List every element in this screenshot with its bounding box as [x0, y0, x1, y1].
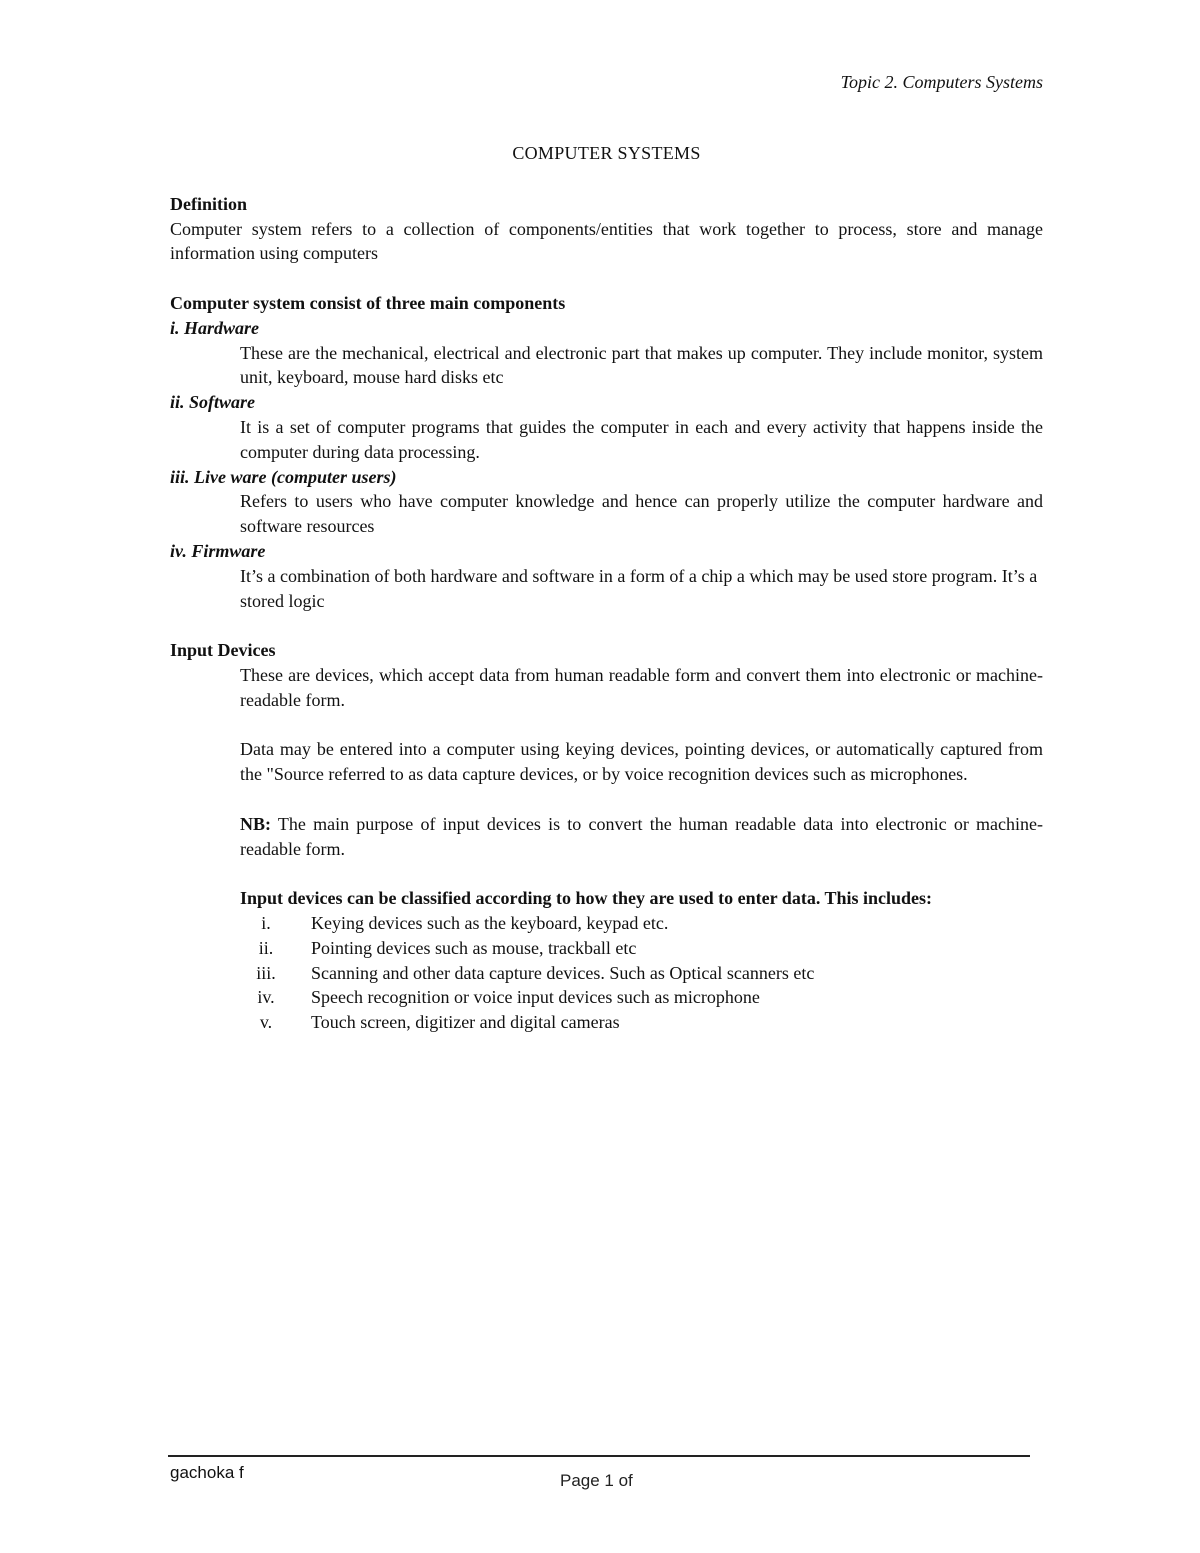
component-text-firmware: It’s a combination of both hardware and software in a form of a chip a which may be used store program. It’s a stored logic: [240, 565, 1038, 611]
component-text-liveware: Refers to users who have computer knowledge and hence can properly utilize the computer hardware and software resources: [240, 491, 1043, 537]
list-item-number: v.: [259, 1012, 273, 1033]
list-item-text: Pointing devices such as mouse, trackball etc: [311, 937, 637, 958]
definition-heading: Definition: [170, 193, 248, 214]
classification-intro: Input devices can be classified according to how they are used to enter data. This includes:: [240, 888, 933, 909]
component-label-software: ii. Software: [170, 392, 256, 413]
list-item: [170, 936, 1043, 961]
nb-note: [240, 812, 1043, 862]
list-item: [170, 1010, 1043, 1035]
list-item-text: Touch screen, digitizer and digital cameras: [311, 1012, 620, 1033]
components-heading: Computer system consist of three main components: [170, 292, 566, 313]
list-item-text: Keying devices such as the keyboard, keypad etc.: [311, 912, 669, 933]
component-label-liveware: iii. Live ware (computer users): [170, 466, 397, 487]
component-text-software: It is a set of computer programs that guides the computer in each and every activity that happens inside the computer during data processing.: [240, 416, 1043, 462]
list-item-number: ii.: [258, 937, 274, 958]
list-item: [170, 961, 1043, 986]
list-item: [170, 985, 1043, 1010]
list-item-text: Scanning and other data capture devices. Such as Optical scanners etc: [311, 962, 815, 983]
definition-text: Computer system refers to a collection of components/entities that work together to process, store and manage information using computers: [170, 218, 1043, 264]
running-header: Topic 2. Computers Systems: [840, 72, 1043, 92]
nb-label: NB:: [240, 813, 271, 834]
list-item-number: i.: [261, 912, 271, 933]
list-item-number: iii.: [256, 962, 276, 983]
component-text-hardware: These are the mechanical, electrical and electronic part that makes up computer. They include monitor, system unit, keyboard, mouse hard disks etc: [240, 342, 1043, 388]
list-item: [170, 911, 1043, 936]
component-label-firmware: iv. Firmware: [170, 540, 266, 561]
classification-list: [170, 911, 1043, 1035]
list-item-text: Speech recognition or voice input devices such as microphone: [311, 987, 760, 1008]
document-title: COMPUTER SYSTEMS: [512, 143, 701, 163]
footer-page-number: Page 1 of: [560, 1471, 633, 1490]
document-body: [170, 141, 1043, 1035]
footer-author: gachoka f: [170, 1463, 244, 1482]
nb-text: The main purpose of input devices is to convert the human readable data into electronic or machine-readable form.: [240, 813, 1043, 859]
input-devices-para-1: These are devices, which accept data from human readable form and convert them into electronic or machine-readable form.: [240, 664, 1043, 710]
input-devices-para-2: Data may be entered into a computer using keying devices, pointing devices, or automatically captured from the "Source referred to as data capture devices, or by voice recognition devices such as microphones.: [240, 739, 1043, 785]
list-item-number: iv.: [257, 987, 275, 1008]
footer-divider: [168, 1455, 1030, 1457]
component-label-hardware: i. Hardware: [170, 317, 260, 338]
input-devices-heading: Input Devices: [170, 640, 276, 661]
